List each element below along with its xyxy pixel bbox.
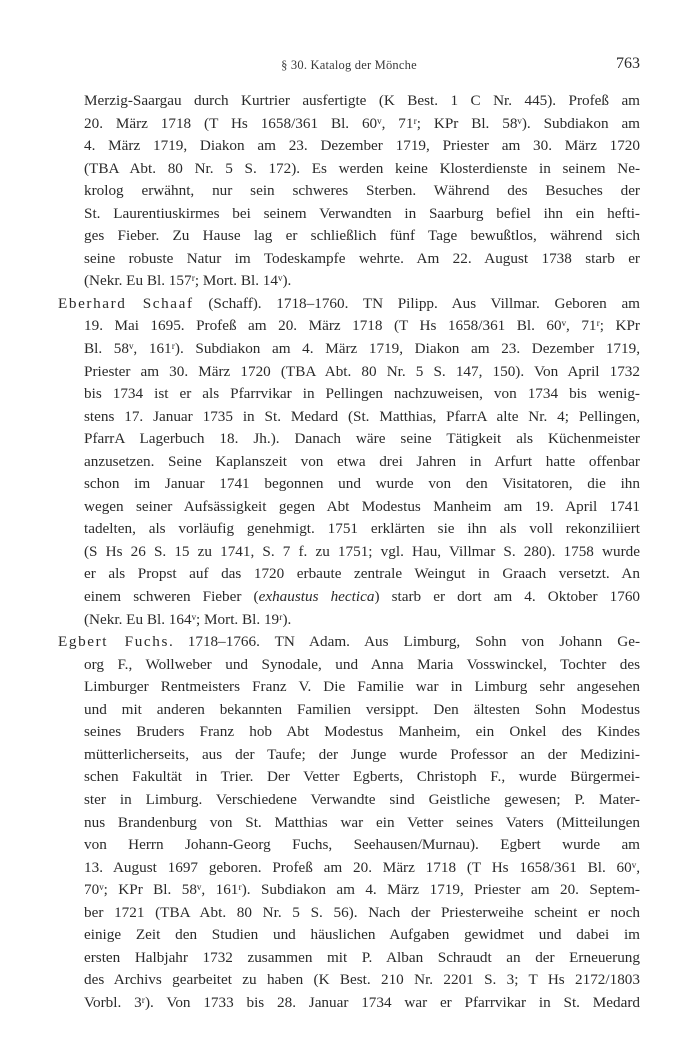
text-line: 20. März 1718 (T Hs 1658/361 Bl. 60ᵛ, 71ʳ; KPr Bl. 58ᵛ). Subdiakon am: [84, 114, 640, 132]
text-line: schon im Januar 1741 begonnen und wurde von den Visitatoren, die ihn: [84, 475, 640, 493]
text-line: des Archivs gearbeitet zu haben (K Best. 210 Nr. 2201 S. 3; T Hs 2172/1803: [84, 971, 640, 989]
text-line: ersten Halbjahr 1732 zusammen mit P. Alban Schraudt an der Erneuerung: [84, 948, 640, 966]
text-line: (Nekr. Eu Bl. 164ᵛ; Mort. Bl. 19ʳ).: [84, 610, 292, 628]
text-line: bis 1734 ist er als Pfarrvikar in Pellingen nachzuweisen, von 1734 bis wenig-: [84, 385, 640, 403]
text-line: seines Bruders Franz hob Abt Modestus Manheim, ein Onkel des Kindes: [84, 723, 640, 741]
text-line: von Herrn Johann-Georg Fuchs, Seehausen/Murnau). Egbert wurde am: [84, 836, 640, 854]
text-line: krolog erwähnt, nur sein schweres Sterben. Während des Besuches der: [84, 182, 640, 200]
text-line: stens 17. Januar 1735 in St. Medard (St. Matthias, PfarrA alte Nr. 4; Pellingen,: [84, 407, 640, 425]
running-header: [58, 55, 640, 77]
text-line: ber 1721 (TBA Abt. 80 Nr. 5 S. 56). Nach der Priesterweihe scheint er noch: [84, 903, 640, 921]
header-title: § 30. Katalog der Mönche: [281, 58, 417, 72]
text-line: 4. März 1719, Diakon am 23. Dezember 1719, Priester am 30. März 1720: [84, 137, 640, 155]
text-line: ster in Limburg. Verschiedene Verwandte sind Geistliche gewesen; P. Mater-: [84, 790, 640, 808]
entry-first-line: [58, 293, 640, 316]
text-line: Priester am 30. März 1720 (TBA Abt. 80 Nr. 5 S. 147, 150). Von April 1732: [84, 362, 640, 380]
text-line: ges Fieber. Zu Hause lag er schließlich fünf Tage bewußtlos, während sich: [84, 227, 640, 245]
page-number: 763: [616, 55, 640, 72]
text-line: Limburger Rentmeisters Franz V. Die Familie war in Limburg sehr angesehen: [84, 678, 640, 696]
text-line-italic: [58, 586, 640, 609]
body-text: [58, 90, 640, 1014]
entry-first-line-rest: . 1718–1766. TN Adam. Aus Limburg, Sohn von Johann Ge-: [168, 633, 641, 651]
text-line: und mit anderen bekannten Familien versippt. Den ältesten Sohn Modestus: [84, 700, 640, 718]
text-line: anzusetzen. Seine Kaplanszeit von etwa drei Jahren in Arfurt hatte offenbar: [84, 452, 640, 470]
monk-name: Eberhard Schaaf: [58, 294, 194, 312]
text-line: einige Zeit den Studien und häuslichen Aufgaben gewidmet und dabei im: [84, 926, 640, 944]
monk-name: Egbert Fuchs: [58, 633, 169, 651]
text-line: Bl. 58ᵛ, 161ʳ). Subdiakon am 4. März 1719, Diakon am 23. Dezember 1719,: [84, 340, 640, 358]
text-line: mütterlicherseits, aus der Taufe; der Junge wurde Professor an der Medizini-: [84, 745, 640, 763]
text-line: (S Hs 26 S. 15 zu 1741, S. 7 f. zu 1751; vgl. Hau, Villmar S. 280). 1758 wurde: [84, 542, 640, 560]
entry-egbert-fuchs: [58, 631, 640, 1014]
text-line: St. Laurentiuskirmes bei seinem Verwandten in Saarburg befiel ihn ein hefti-: [84, 204, 640, 222]
text-line: wegen seiner Aufsässigkeit gegen Abt Modestus Manheim am 19. April 1741: [84, 497, 640, 515]
text-line: schen Fakultät in Trier. Der Vetter Egberts, Christoph F., wurde Bürgermei-: [84, 768, 640, 786]
text-line: 13. August 1697 geboren. Profeß am 20. März 1718 (T Hs 1658/361 Bl. 60ᵛ,: [84, 858, 640, 876]
text-line: Vorbl. 3ʳ). Von 1733 bis 28. Januar 1734 war er Pfarrvikar in St. Medard: [84, 993, 640, 1011]
text-line: tadelten, als vorläufig genehmigt. 1751 erklärten sie ihn als voll rekonziliiert: [84, 520, 640, 538]
text-line: er als Propst auf das 1720 erbaute zentrale Weingut in Graach versetzt. An: [84, 565, 640, 583]
entry-continuation: [58, 90, 640, 293]
text-line: nus Brandenburg von St. Matthias war ein Vetter seines Vaters (Mitteilungen: [84, 813, 640, 831]
entry-first-line-rest: (Schaff). 1718–1760. TN Pilipp. Aus Villmar. Geboren am: [193, 294, 640, 312]
italic-phrase: exhaustus hectica: [258, 588, 375, 606]
text-line: PfarrA Lagerbuch 18. Jh.). Danach wäre seine Tätigkeit als Küchenmeister: [84, 430, 640, 448]
text-segment: einem schweren Fieber (: [84, 588, 259, 606]
text-line: seine robuste Natur im Todeskampfe wehrte. Am 22. August 1738 starb er: [84, 249, 640, 267]
entry-eberhard-schaaf: [58, 293, 640, 631]
entry-first-line: [58, 631, 640, 654]
text-line: org F., Wollweber und Synodale, und Anna Maria Vosswinckel, Tochter des: [84, 655, 640, 673]
text-line: Merzig-Saargau durch Kurtrier ausfertigte (K Best. 1 C Nr. 445). Profeß am: [84, 92, 640, 109]
text-line: 19. Mai 1695. Profeß am 20. März 1718 (T Hs 1658/361 Bl. 60ᵛ, 71ʳ; KPr: [84, 317, 640, 335]
text-segment: ) starb er dort am 4. Oktober 1760: [374, 588, 641, 606]
text-line: 70ᵛ; KPr Bl. 58ᵛ, 161ʳ). Subdiakon am 4. März 1719, Priester am 20. Septem-: [84, 881, 640, 899]
text-line: (TBA Abt. 80 Nr. 5 S. 172). Es werden keine Klosterdienste in seinem Ne-: [84, 159, 640, 177]
text-line: (Nekr. Eu Bl. 157ʳ; Mort. Bl. 14ᵛ).: [84, 272, 292, 290]
